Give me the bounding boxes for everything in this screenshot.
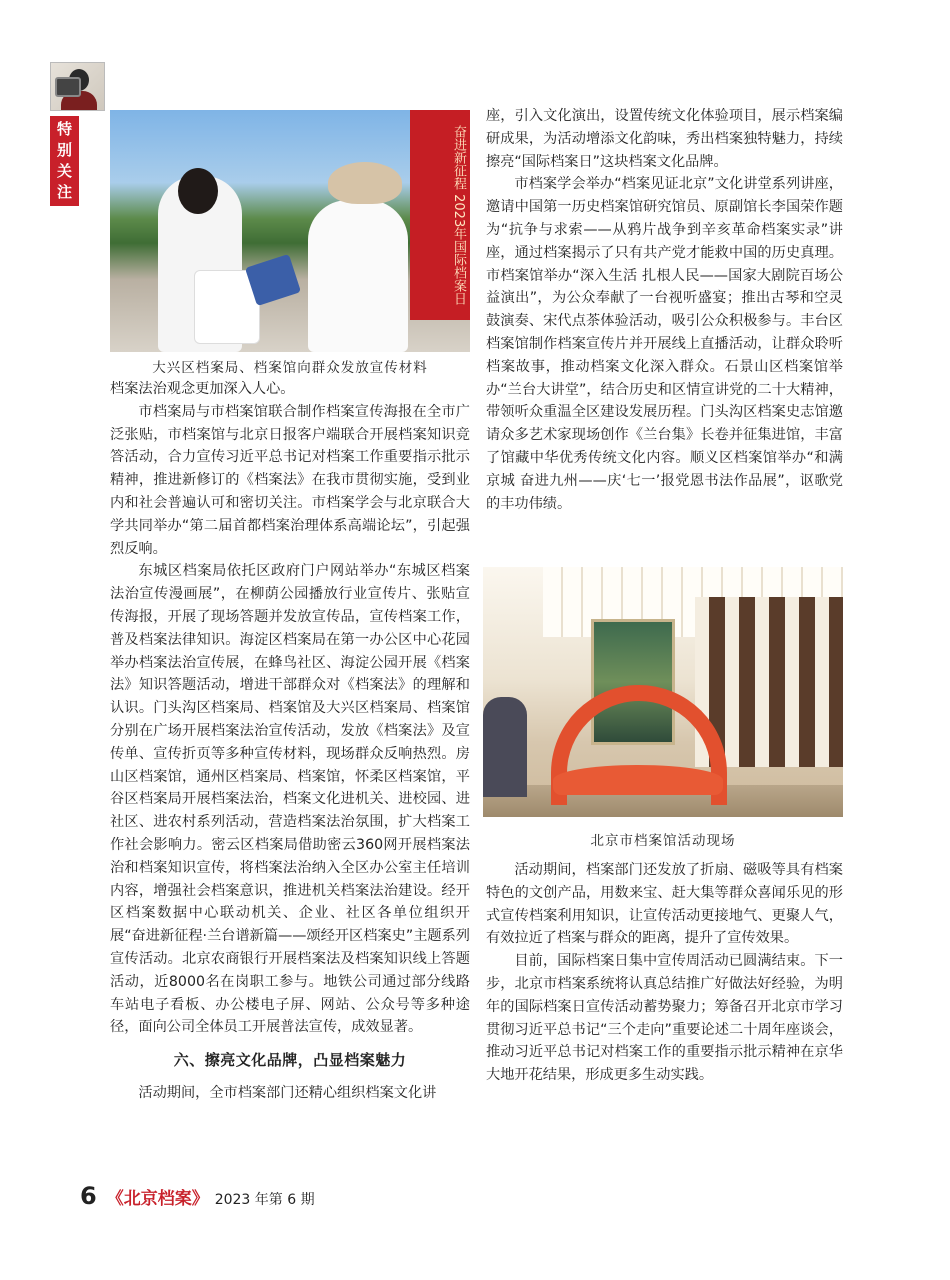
photo-archive-hall: [483, 567, 843, 817]
left-column: [110, 378, 470, 1105]
paragraph: 档案法治观念更加深入人心。: [110, 381, 295, 397]
paragraph: 市档案学会举办“档案见证北京”文化讲堂系列讲座，邀请中国第一历史档案馆研究馆员、原副馆长李国荣作题为“抗争与求索——从鸦片战争到辛亥革命档案实录”讲座，通过档案揭示了只有共产党才能救中国的历史真理。市档案馆举办“深入生活 扎根人民——国家大剧院百场公益演出”，为公众奉献了一台视听盛宴；推出古琴和空灵鼓演奏、宋代点茶体验活动，吸引公众积极参与。丰台区档案馆制作档案宣传片并开展线上直播活动，让群众聆听档案故事，推动档案文化深入群众。石景山区档案馆举办“兰台大讲堂”，结合历史和区情宣讲党的二十大精神，带领听众重温全区建设发展历程。门头沟区档案史志馆邀请众多艺术家现场创作《兰台集》长卷并征集进馆，丰富了馆藏中华优秀传统文化内容。顺义区档案馆举办“和满京城 奋进九州——庆‘七一’报党恩书法作品展”，讴歌党的丰功伟绩。: [486, 176, 843, 512]
paragraph: 目前，国际档案日集中宣传周活动已圆满结束。下一步，北京市档案系统将认真总结推广好做法好经验，为明年的国际档案日宣传活动蓄势聚力；筹备召开北京市学习贯彻习近平总书记“三个走向”重要论述二十周年座谈会，推动习近平总书记对档案工作的重要指示批示精神在京华大地开花结果，形成更多生动实践。: [486, 953, 843, 1084]
page-footer: [80, 1182, 315, 1210]
section-heading: 六、擦亮文化品牌，凸显档案魅力: [173, 1051, 407, 1070]
photo-person-right: [308, 200, 408, 352]
photo-daxing-distribution: [110, 110, 470, 352]
section-tag-char: 特: [56, 120, 72, 138]
photo-banner: 奋进新征程 2023年国际档案日: [410, 110, 470, 320]
paragraph: 座，引入文化演出，设置传统文化体验项目，展示档案编研成果，为活动增添文化韵味，秀出档案独特魅力，持续擦亮“国际档案日”这块档案文化品牌。: [486, 108, 843, 170]
section-tag-char: 别: [56, 141, 72, 159]
photo-book-stage: [553, 765, 723, 795]
photo2-caption: 北京市档案馆活动现场: [590, 833, 736, 849]
paragraph: 东城区档案局依托区政府门户网站举办“东城区档案法治宣传漫画展”，在柳荫公园播放行业宣传片、张贴宣传海报，开展了现场答题并发放宣传品，宣传档案工作，普及档案法律知识。海淀区档案局在第一办公区中心花园举办档案法治宣传展，在蜂鸟社区、海淀公园开展《档案法》知识答题活动，增进干部群众对《档案法》的理解和认识。门头沟区档案局、档案馆及大兴区档案局、档案馆分别在广场开展档案法治宣传活动，发放《档案法》及宣传单、宣传折页等多种宣传材料，现场群众反响热烈。房山区档案馆，通州区档案局、档案馆，怀柔区档案馆，平谷区档案局开展档案法治，档案文化进机关、进校园、进社区、进农村系列活动，营造档案法治氛围，扩大档案工作社会影响力。密云区档案局借助密云360网开展档案法治和档案知识宣传，将档案法治纳入全区办公室主任培训内容，增强社会档案意识，推进机关档案法治建设。经开区档案数据中心联动机关、企业、社区各单位组织开展“奋进新征程·兰台谱新篇——颂经开区档案史”主题系列宣传活动。北京农商银行开展档案法及档案知识线上答题活动，近8000名在岗职工参与。地铁公司通过部分线路车站电子看板、办公楼电子屏、网站、公众号等多种途径，面向公司全体员工开展普法宣传，成效显著。: [110, 563, 470, 1036]
section-tag: [50, 116, 79, 206]
issue-number: 2023 年第 6 期: [214, 1192, 315, 1208]
photo1-caption: 大兴区档案局、档案馆向群众发放宣传材料: [152, 360, 428, 376]
photo-crowd: [483, 697, 527, 797]
paragraph: 活动期间，档案部门还发放了折扇、磁吸等具有档案特色的文创产品，用数来宝、赶大集等群众喜闻乐见的形式宣传档案利用知识，让宣传活动更接地气、更聚人气，有效拉近了档案与群众的距离，提升了宣传效果。: [486, 862, 843, 947]
right-column-bottom: [486, 859, 843, 1087]
section-tag-char: 注: [56, 183, 72, 201]
photo-hat: [328, 162, 402, 204]
right-column-top: [486, 105, 843, 515]
page-number: 6: [80, 1182, 97, 1210]
column-logo-image: [50, 62, 105, 111]
journal-name: 《北京档案》: [106, 1189, 209, 1209]
section-tag-char: 关: [56, 162, 72, 180]
paragraph: 市档案局与市档案馆联合制作档案宣传海报在全市广泛张贴，市档案馆与北京日报客户端联合开展档案知识竞答活动，合力宣传习近平总书记对档案工作重要指示批示精神，推进新修订的《档案法》在我市贯彻实施，受到业内和社会普遍认可和密切关注。市档案学会与北京联合大学共同举办“第二届首都档案治理体系高端论坛”，引起强烈反响。: [110, 403, 470, 557]
paragraph: 活动期间，全市档案部门还精心组织档案文化讲: [138, 1084, 437, 1101]
